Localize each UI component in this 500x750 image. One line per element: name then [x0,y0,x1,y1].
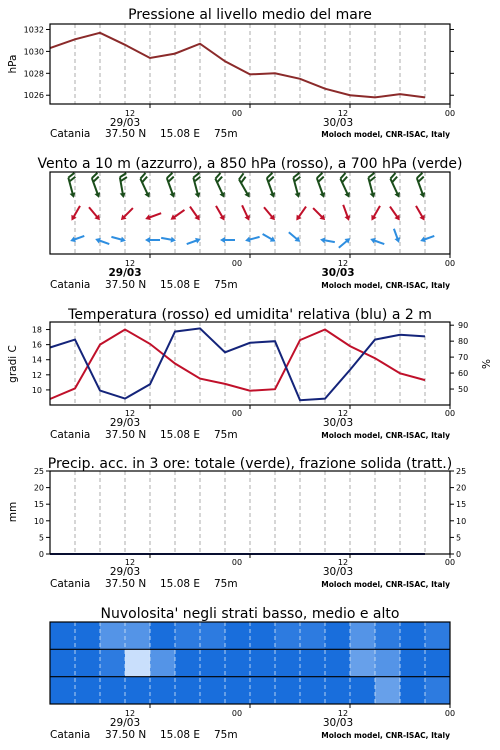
wind-barb-700hPa [190,173,206,199]
y-tick-label: 0 [38,550,44,559]
x-tick-label: 12 [124,109,136,118]
y2-tick-label: 15 [456,500,467,510]
cloud-cell [200,677,226,705]
chart-title: Vento a 10 m (azzurro), a 850 hPa (rosso), a 700 hPa (verde) [37,156,463,172]
date-label: 29/03 [109,417,141,429]
wind-barb-10m [145,237,160,243]
cloud-cell [225,649,251,677]
wind-barb-10m [69,233,85,244]
footer-model: Moloch model, CNR-ISAC, Italy [321,281,450,290]
y2-tick-label: 90 [458,321,469,331]
footer-altitude: 75m [214,128,238,140]
cloud-cell [250,677,276,705]
y2-tick-label: 5 [456,533,462,543]
wind-barb-10m [419,233,435,244]
wind-barb-10m [186,236,202,247]
y-tick-label: 10 [33,516,44,526]
x-tick-label: 12 [337,558,349,567]
y2-tick-label: 10 [456,516,467,526]
wind-barb-700hPa [336,173,355,199]
date-label: 30/03 [322,566,354,578]
cloud-cell [150,649,176,677]
cloud-cell [175,622,201,650]
footer-lon: 15.08 E [160,578,201,590]
y-tick-label: 1032 [23,25,44,35]
wind-barb-700hPa [313,173,331,199]
x-tick-label: 00 [231,409,243,418]
humidity-line [50,328,425,400]
wind-barb-700hPa [263,173,281,199]
cloud-cell [250,649,276,677]
cloud-cell [50,649,76,677]
cloud-cell [200,622,226,650]
cloud-cell [275,622,301,650]
footer-location: Catania [50,429,91,441]
y-tick-label: 10 [31,385,42,395]
date-label: 30/03 [321,267,355,279]
wind-barb-700hPa [116,173,130,198]
footer-lon: 15.08 E [160,429,201,441]
y-tick-label: 12 [31,370,42,380]
footer-lat: 37.50 N [105,729,147,741]
y2-tick-label: 80 [458,337,469,347]
chart-title: Nuvolosita' negli strati basso, medio e alto [100,606,400,622]
x-tick-label: 12 [337,109,349,118]
y2-tick-label: 50 [458,385,469,395]
wind-barb-10m [244,234,260,244]
cloud-cell [400,677,426,705]
wind-barb-700hPa [290,173,306,199]
chart-title: Precip. acc. in 3 ore: totale (verde), frazione solida (tratt.) [47,456,453,472]
cloud-cell [50,677,76,705]
footer-lat: 37.50 N [105,578,147,590]
x-tick-label: 12 [337,709,349,718]
cloud-cell [75,677,101,705]
wind-barb-700hPa [88,173,106,199]
cloud-cell [300,677,326,705]
cloud-cell [200,649,226,677]
y-tick-label: 18 [31,325,42,335]
wind-barb-10m [161,235,177,244]
date-label: 30/03 [322,717,354,729]
x-tick-label: 00 [444,259,456,268]
y-tick-label: 20 [33,483,44,493]
cloud-cell [100,622,126,650]
cloud-cell [350,649,376,677]
x-tick-label: 00 [444,709,456,718]
cloud-cell [150,622,176,650]
footer-model: Moloch model, CNR-ISAC, Italy [321,731,450,740]
date-label: 29/03 [108,267,142,279]
wind-barb-700hPa [386,173,405,199]
y2-tick-label: 25 [456,467,467,476]
x-tick-label: 00 [231,558,243,567]
wind-barb-850hPa [69,204,83,222]
wind-barb-850hPa [340,204,351,222]
footer-altitude: 75m [214,429,238,441]
y2-axis-label: % [481,359,493,369]
wind-barb-700hPa [136,173,155,199]
footer-altitude: 75m [214,729,238,741]
x-tick-label: 00 [231,109,243,118]
cloud-cell [350,622,376,650]
y-tick-label: 1026 [23,91,44,101]
wind-barb-850hPa [169,208,186,223]
wind-barb-10m [320,237,336,246]
chart-title: Pressione al livello medio del mare [128,7,372,23]
cloud-cell [425,677,451,705]
cloud-cell [325,622,351,650]
date-label: 29/03 [109,117,141,129]
cloud-cell [100,649,126,677]
y-tick-label: 1030 [23,47,44,57]
y-axis-label: hPa [7,54,19,74]
date-label: 29/03 [109,566,141,578]
wind-barb-850hPa [119,206,135,222]
cloud-cell [75,649,101,677]
y-tick-label: 14 [31,355,42,365]
footer-altitude: 75m [214,279,238,291]
cloud-cell [350,677,376,705]
cloud-cell [125,622,151,650]
footer-lat: 37.50 N [105,128,147,140]
temperature-line [50,330,425,400]
cloud-cell [300,622,326,650]
x-tick-label: 12 [124,558,136,567]
cloud-cell [75,622,101,650]
y-axis-label: mm [7,501,19,523]
footer-location: Catania [50,729,91,741]
wind-barb-700hPa [365,173,381,199]
wind-barbs [65,173,436,250]
x-tick-label: 00 [231,709,243,718]
x-tick-label: 00 [231,259,243,268]
cloud-cell [325,649,351,677]
cloud-cell [125,649,151,677]
x-tick-label: 12 [124,709,136,718]
y-tick-label: 1028 [23,69,44,79]
y2-tick-label: 20 [456,483,467,493]
wind-barb-850hPa [144,210,162,221]
cloud-cell [225,622,251,650]
date-label: 30/03 [322,117,354,129]
cloud-cell [50,622,76,650]
cloud-cell [175,649,201,677]
cloud-cell [125,677,151,705]
footer-lat: 37.50 N [105,429,147,441]
y-axis-label: gradi C [7,345,19,383]
x-tick-label: 00 [444,409,456,418]
footer-altitude: 75m [214,578,238,590]
pressure-line [50,33,425,98]
chart-title: Temperatura (rosso) ed umidita' relativa (blu) a 2 m [68,307,432,323]
x-tick-label: 12 [124,409,136,418]
cloud-cell [375,677,401,705]
wind-barb-10m [369,236,385,247]
cloud-cell [400,649,426,677]
x-tick-label: 12 [337,409,349,418]
cloud-cell [250,622,276,650]
footer-model: Moloch model, CNR-ISAC, Italy [321,580,450,589]
footer-location: Catania [50,128,91,140]
cloud-cell [150,677,176,705]
cloud-cell [275,649,301,677]
footer-lon: 15.08 E [160,729,201,741]
cloud-cell [375,649,401,677]
y2-tick-label: 0 [456,550,462,559]
wind-barb-700hPa [235,173,256,199]
date-label: 29/03 [109,717,141,729]
wind-barb-700hPa [211,173,230,199]
cloud-cell [375,622,401,650]
x-tick-label: 00 [444,109,456,118]
wind-barb-850hPa [294,205,309,222]
footer-location: Catania [50,578,91,590]
cloud-cell [175,677,201,705]
cloud-cell [300,649,326,677]
wind-barb-850hPa [369,204,383,222]
cloud-cell [225,677,251,705]
y-tick-label: 5 [38,533,44,543]
y-tick-label: 16 [31,340,42,350]
wind-barb-700hPa [163,173,181,199]
date-label: 30/03 [322,417,354,429]
x-tick-label: 00 [444,558,456,567]
y2-tick-label: 60 [458,369,469,379]
wind-barb-850hPa [239,204,252,222]
x-tick-label: 12 [124,259,136,268]
plot-frame [50,24,450,104]
cloud-cell [400,622,426,650]
cloud-cell [425,622,451,650]
wind-barb-700hPa [65,173,81,199]
wind-barb-700hPa [413,173,431,199]
footer-lon: 15.08 E [160,279,201,291]
wind-barb-10m [94,236,110,247]
cloud-cell [425,649,451,677]
y-tick-label: 15 [33,500,44,510]
x-tick-label: 12 [337,259,349,268]
footer-model: Moloch model, CNR-ISAC, Italy [321,130,450,139]
y2-tick-label: 70 [458,353,469,363]
footer-lat: 37.50 N [105,279,147,291]
footer-location: Catania [50,279,91,291]
cloud-cell [325,677,351,705]
y-tick-label: 25 [33,467,44,476]
footer-lon: 15.08 E [160,128,201,140]
footer-model: Moloch model, CNR-ISAC, Italy [321,431,450,440]
wind-barb-10m [220,237,235,243]
wind-barb-10m [111,234,127,244]
cloud-cell [275,677,301,705]
cloud-cell [100,677,126,705]
